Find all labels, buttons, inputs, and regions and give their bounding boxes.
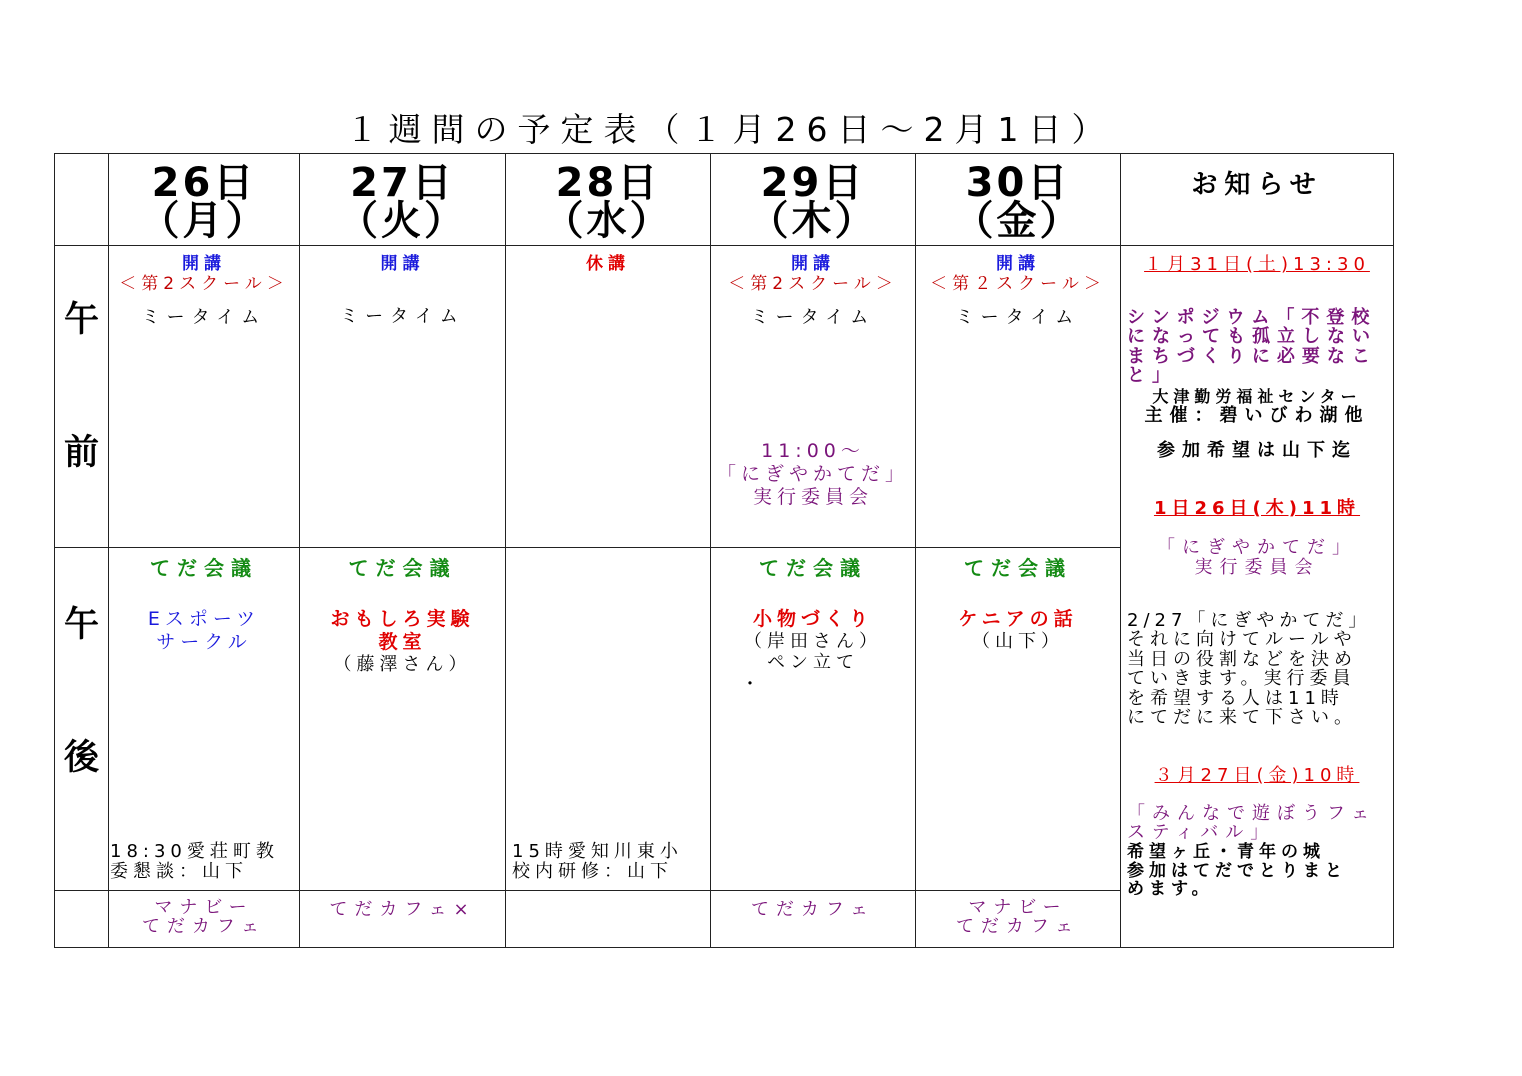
side-label-pm: 午 xyxy=(63,605,99,645)
event-sub: 実行委員会 xyxy=(752,485,873,508)
activity-label: ミータイム xyxy=(750,306,876,328)
morning-cell-thu xyxy=(711,254,915,509)
day-weekday: （金） xyxy=(953,198,1083,244)
activity-label: おもしろ実験 xyxy=(330,608,475,630)
notice-line: 当日の役割などを決め xyxy=(1127,648,1357,670)
notice-line: めます。 xyxy=(1127,879,1214,900)
detail-label: ペン立て xyxy=(767,652,859,674)
afternoon-note-mon xyxy=(110,842,300,882)
notice-line: 希望ヶ丘・青年の城 xyxy=(1127,842,1325,862)
evening-line: マナビー xyxy=(154,897,254,918)
afternoon-cell-fri xyxy=(916,556,1120,652)
morning-cell-wed xyxy=(506,254,710,274)
evening-line: てだカフェ xyxy=(955,915,1081,937)
day-date: 28日 xyxy=(555,160,661,206)
day-weekday: （水） xyxy=(543,198,673,244)
notice-body xyxy=(1121,538,1393,578)
activity-label: ミータイム xyxy=(955,306,1081,328)
day-header-thu xyxy=(711,160,915,244)
notice-line: 大津勤労福祉センター xyxy=(1152,387,1362,406)
activity-label: 教室 xyxy=(378,630,427,653)
afternoon-cell-tue xyxy=(300,556,505,675)
notice-line: を希望する人は11時 xyxy=(1127,687,1344,709)
meeting-label: てだ会議 xyxy=(759,556,867,580)
evening-cell-tue xyxy=(300,899,505,921)
notice-header: お知らせ xyxy=(1191,170,1323,200)
activity-label: ミータイム xyxy=(340,306,465,328)
day-date: 29日 xyxy=(760,160,866,206)
table-border-bottom xyxy=(54,947,1394,948)
evening-line: マナビー xyxy=(968,897,1068,918)
activity-label: ミータイム xyxy=(141,306,267,328)
day-header-mon xyxy=(109,160,299,244)
person-label: （山下） xyxy=(972,630,1064,652)
notice-line: まちづくりに必要なこ xyxy=(1127,345,1377,367)
status-label: 開講 xyxy=(996,254,1040,274)
morning-cell-tue xyxy=(300,254,505,328)
note-line: 校内研修：山下 xyxy=(512,860,673,882)
status-label: 休講 xyxy=(586,254,630,274)
notice-line: 「にぎやかてだ」 xyxy=(1157,537,1357,558)
day-header-tue xyxy=(300,160,505,244)
notice-line: シンポジウム「不登校 xyxy=(1127,307,1377,328)
notice-line: になっても孤立しない xyxy=(1127,326,1377,348)
school-label: ＜第2スクール＞ xyxy=(728,274,898,295)
notice-body xyxy=(1127,843,1391,899)
table-row-divider xyxy=(54,547,1120,548)
person-label: （藤澤さん） xyxy=(333,653,472,675)
notice-date: 1日26日(木)11時 xyxy=(1153,498,1361,519)
school-label: ＜第2スクール＞ xyxy=(119,274,289,295)
activity-label: Eスポーツ xyxy=(147,608,261,630)
morning-cell-fri xyxy=(916,254,1120,328)
note-line: 15時愛知川東小 xyxy=(512,841,683,862)
notice-line: 実行委員会 xyxy=(1194,556,1320,578)
activity-label: ケニアの話 xyxy=(958,608,1078,630)
notice-body xyxy=(1127,804,1391,843)
notice-date: １月31日(土)13:30 xyxy=(1144,254,1370,275)
notice-line: 「みんなで遊ぼうフェ xyxy=(1127,803,1377,824)
evening-cell-thu xyxy=(711,899,915,921)
day-weekday: （火） xyxy=(338,198,467,244)
side-label-am: 午 xyxy=(63,300,99,340)
afternoon-note-wed xyxy=(512,842,708,882)
notice-line: それに向けてルールや xyxy=(1127,629,1357,651)
evening-cell-mon xyxy=(109,899,299,937)
bullet-dot: ・ xyxy=(741,673,759,695)
note-line: 委懇談：山下 xyxy=(110,860,248,882)
afternoon-cell-thu xyxy=(711,556,915,696)
evening-line: てだカフェ xyxy=(750,899,876,920)
table-border-left xyxy=(54,153,55,948)
meeting-label: てだ会議 xyxy=(150,556,258,580)
day-weekday: （木） xyxy=(748,198,878,244)
day-date: 26日 xyxy=(151,160,257,206)
evening-line: てだカフェ xyxy=(141,915,267,937)
status-label: 開講 xyxy=(182,254,226,274)
day-header-wed xyxy=(506,160,710,244)
notice-date: ３月27日(金)10時 xyxy=(1154,765,1360,786)
evening-line: てだカフェ× xyxy=(329,899,476,920)
notice-line: 参加希望は山下迄 xyxy=(1157,440,1357,461)
event-name: 「にぎやかてだ」 xyxy=(716,463,909,486)
activity-label: サークル xyxy=(156,630,252,653)
person-label: （岸田さん） xyxy=(744,630,882,652)
meeting-label: てだ会議 xyxy=(964,556,1072,580)
notice-body xyxy=(1127,611,1391,728)
notice-body xyxy=(1121,388,1393,427)
day-date: 30日 xyxy=(965,160,1071,206)
day-date: 27日 xyxy=(350,160,455,206)
page-title: １週間の予定表（１月26日～2月1日） xyxy=(345,110,1115,149)
notice-line: スティバル」 xyxy=(1127,822,1276,844)
table-border-right xyxy=(1393,153,1394,948)
table-row-divider xyxy=(54,890,1120,891)
school-label: ＜第２スクール＞ xyxy=(930,274,1106,295)
notice-body xyxy=(1127,308,1391,386)
meeting-label: てだ会議 xyxy=(348,556,457,580)
evening-cell-fri xyxy=(916,899,1120,937)
notice-line: 主催：碧いびわ湖他 xyxy=(1144,405,1370,427)
day-header-fri xyxy=(916,160,1120,244)
notice-line: 2/27「にぎやかてだ」 xyxy=(1127,610,1372,631)
status-label: 開講 xyxy=(791,254,835,274)
afternoon-cell-mon xyxy=(109,556,299,654)
side-label-pm: 後 xyxy=(63,738,99,778)
day-weekday: （月） xyxy=(139,198,269,244)
morning-cell-mon xyxy=(109,254,299,328)
notice-line: 参加はてだでとりまと xyxy=(1127,860,1347,881)
status-label: 開講 xyxy=(380,254,425,274)
table-border-top xyxy=(54,153,1394,154)
notice-line: にてだに来て下さい。 xyxy=(1127,707,1357,729)
side-label-am: 前 xyxy=(63,433,99,473)
notice-line: と」 xyxy=(1127,365,1177,387)
note-line: 18:30愛荘町教 xyxy=(110,841,279,862)
activity-label: 小物づくり xyxy=(752,608,873,630)
table-row-divider xyxy=(54,245,1394,246)
event-time: 11:00～ xyxy=(761,440,865,463)
notice-line: ていきます。実行委員 xyxy=(1127,668,1356,690)
